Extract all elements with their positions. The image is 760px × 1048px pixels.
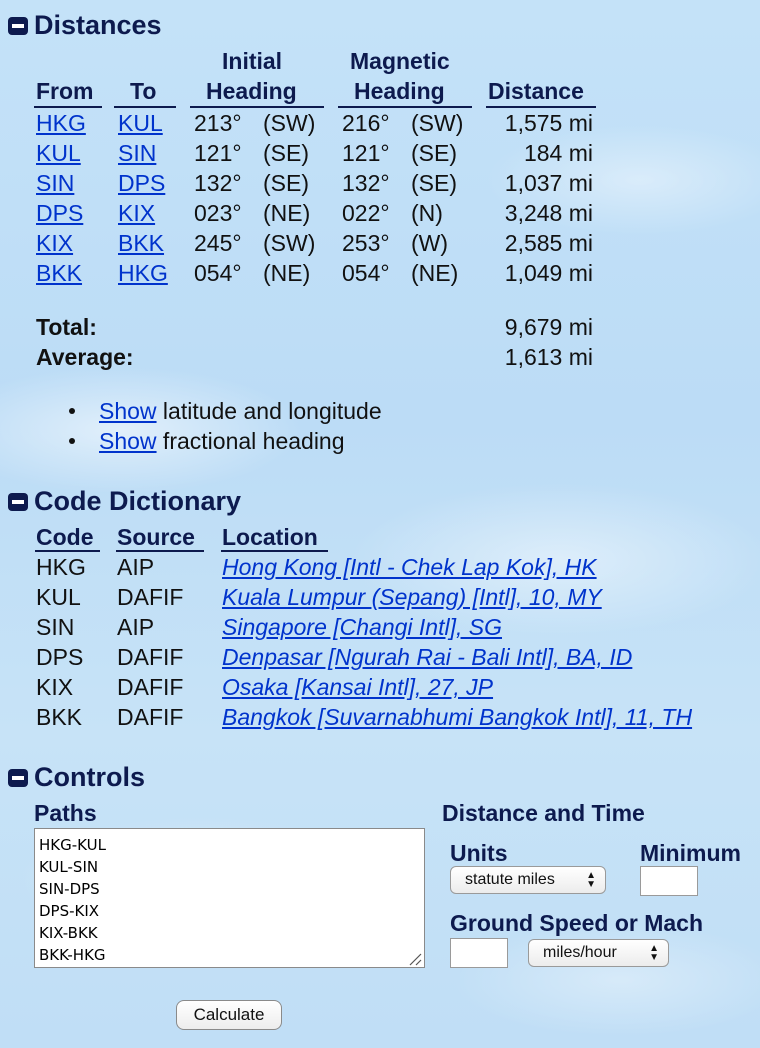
magnetic-heading-header-top: Magnetic [350, 48, 450, 74]
magnetic-heading-direction: (NE) [411, 260, 459, 286]
dictionary-location-link[interactable]: Singapore [Changi Intl], SG [222, 614, 502, 640]
dictionary-code: KUL [36, 584, 81, 610]
bullet-icon [69, 438, 75, 444]
dictionary-code: KIX [36, 674, 74, 700]
from-code-link[interactable]: KIX [36, 230, 74, 256]
to-code-link[interactable]: KUL [118, 110, 163, 136]
initial-heading-header-top: Initial [222, 48, 283, 74]
from-code-link[interactable]: BKK [36, 260, 83, 286]
from-header: From [36, 78, 94, 104]
from-code-link[interactable]: DPS [36, 200, 84, 226]
initial-heading-degrees: 245° [194, 230, 242, 256]
from-code-link[interactable]: KUL [36, 140, 81, 166]
distance-value: 1,049 mi [504, 260, 593, 286]
option-item-lat-long [99, 398, 382, 425]
paths-label: Paths [34, 800, 97, 826]
magnetic-heading-direction: (SW) [411, 110, 464, 136]
show-fractional-heading-link[interactable]: Show [99, 428, 157, 454]
dictionary-source: DAFIF [117, 584, 184, 610]
magnetic-heading-direction: (SE) [411, 140, 457, 166]
dictionary-title: Code Dictionary [34, 486, 242, 516]
dictionary-code: DPS [36, 644, 84, 670]
initial-heading-direction: (NE) [263, 260, 311, 286]
ground-speed-label: Ground Speed or Mach [450, 910, 704, 936]
average-label: Average: [36, 344, 134, 370]
to-code-link[interactable]: HKG [118, 260, 168, 286]
speed-units-select[interactable] [528, 939, 669, 967]
total-label: Total: [36, 314, 97, 340]
source-header: Source [117, 524, 195, 550]
to-code-link[interactable]: DPS [118, 170, 166, 196]
initial-heading-degrees: 132° [194, 170, 242, 196]
minimum-input[interactable] [640, 866, 698, 896]
from-code-link[interactable]: SIN [36, 170, 75, 196]
distances-section-header[interactable] [8, 10, 162, 41]
collapse-icon[interactable] [8, 769, 28, 787]
initial-heading-header-bottom: Heading [206, 78, 297, 104]
select-arrows-icon: ▲ ▼ [586, 870, 596, 890]
magnetic-heading-direction: (SE) [411, 170, 457, 196]
controls-title: Controls [34, 762, 145, 792]
ground-speed-input[interactable] [450, 938, 508, 968]
dictionary-location-link[interactable]: Denpasar [Ngurah Rai - Bali Intl], BA, ID [222, 644, 633, 670]
initial-heading-direction: (SW) [263, 110, 316, 136]
initial-heading-degrees: 121° [194, 140, 242, 166]
distance-header-underline [486, 106, 596, 108]
initial-heading-direction: (SW) [263, 230, 316, 256]
minimum-label: Minimum [640, 840, 741, 866]
distances-title: Distances [34, 10, 162, 40]
dictionary-code: HKG [36, 554, 86, 580]
total-value: 9,679 mi [504, 314, 593, 340]
magnetic-heading-degrees: 022° [342, 200, 390, 226]
dictionary-location-link[interactable]: Osaka [Kansai Intl], 27, JP [222, 674, 494, 700]
initial-heading-direction: (SE) [263, 140, 309, 166]
units-select-value: statute miles [465, 871, 555, 888]
option-text: fractional heading [156, 428, 345, 454]
paths-textarea[interactable] [34, 828, 425, 968]
to-code-link[interactable]: SIN [118, 140, 157, 166]
code-header-underline [35, 550, 100, 552]
initial-heading-direction: (NE) [263, 200, 311, 226]
speed-units-select-value: miles/hour [543, 944, 617, 961]
show-lat-long-link[interactable]: Show [99, 398, 157, 424]
to-code-link[interactable]: KIX [118, 200, 156, 226]
distance-value: 2,585 mi [504, 230, 593, 256]
dictionary-location-link[interactable]: Kuala Lumpur (Sepang) [Intl], 10, MY [222, 584, 602, 610]
initial-header-underline [190, 106, 324, 108]
dictionary-source: AIP [117, 554, 155, 580]
distance-value: 1,575 mi [504, 110, 593, 136]
magnetic-heading-direction: (N) [411, 200, 443, 226]
dictionary-section-header[interactable] [8, 486, 241, 517]
select-arrows-icon: ▲ ▼ [649, 943, 659, 963]
code-header: Code [36, 524, 94, 550]
dictionary-location-link[interactable]: Hong Kong [Intl - Chek Lap Kok], HK [222, 554, 597, 580]
initial-heading-direction: (SE) [263, 170, 309, 196]
source-header-underline [116, 550, 204, 552]
magnetic-heading-degrees: 216° [342, 110, 390, 136]
initial-heading-degrees: 054° [194, 260, 242, 286]
magnetic-heading-degrees: 132° [342, 170, 390, 196]
to-code-link[interactable]: BKK [118, 230, 165, 256]
units-select[interactable] [450, 866, 606, 894]
magnetic-heading-degrees: 054° [342, 260, 390, 286]
distance-time-label: Distance and Time [442, 800, 645, 826]
location-header: Location [222, 524, 318, 550]
distance-header: Distance [488, 78, 584, 104]
magnetic-heading-degrees: 253° [342, 230, 390, 256]
magnetic-header-underline [338, 106, 472, 108]
to-header-underline [114, 106, 176, 108]
magnetic-heading-degrees: 121° [342, 140, 390, 166]
dictionary-source: AIP [117, 614, 155, 640]
from-code-link[interactable]: HKG [36, 110, 86, 136]
calculate-button[interactable]: Calculate [176, 1000, 282, 1030]
initial-heading-degrees: 023° [194, 200, 242, 226]
from-header-underline [34, 106, 102, 108]
option-item-fractional-heading [99, 428, 345, 455]
collapse-icon[interactable] [8, 493, 28, 511]
dictionary-location-link[interactable]: Bangkok [Suvarnabhumi Bangkok Intl], 11, TH [222, 704, 693, 730]
resize-grip-icon[interactable] [406, 950, 422, 966]
collapse-icon[interactable] [8, 17, 28, 35]
controls-section-header[interactable] [8, 762, 145, 793]
dictionary-source: DAFIF [117, 674, 184, 700]
average-value: 1,613 mi [504, 344, 593, 370]
distance-value: 1,037 mi [504, 170, 593, 196]
location-header-underline [221, 550, 328, 552]
bullet-icon [69, 408, 75, 414]
initial-heading-degrees: 213° [194, 110, 242, 136]
dictionary-source: DAFIF [117, 644, 184, 670]
dictionary-code: BKK [36, 704, 83, 730]
dictionary-source: DAFIF [117, 704, 184, 730]
units-label: Units [450, 840, 508, 866]
magnetic-heading-header-bottom: Heading [354, 78, 445, 104]
option-text: latitude and longitude [156, 398, 382, 424]
magnetic-heading-direction: (W) [411, 230, 449, 256]
dictionary-code: SIN [36, 614, 75, 640]
distance-value: 184 mi [523, 140, 593, 166]
to-header: To [130, 78, 157, 104]
distance-value: 3,248 mi [504, 200, 593, 226]
